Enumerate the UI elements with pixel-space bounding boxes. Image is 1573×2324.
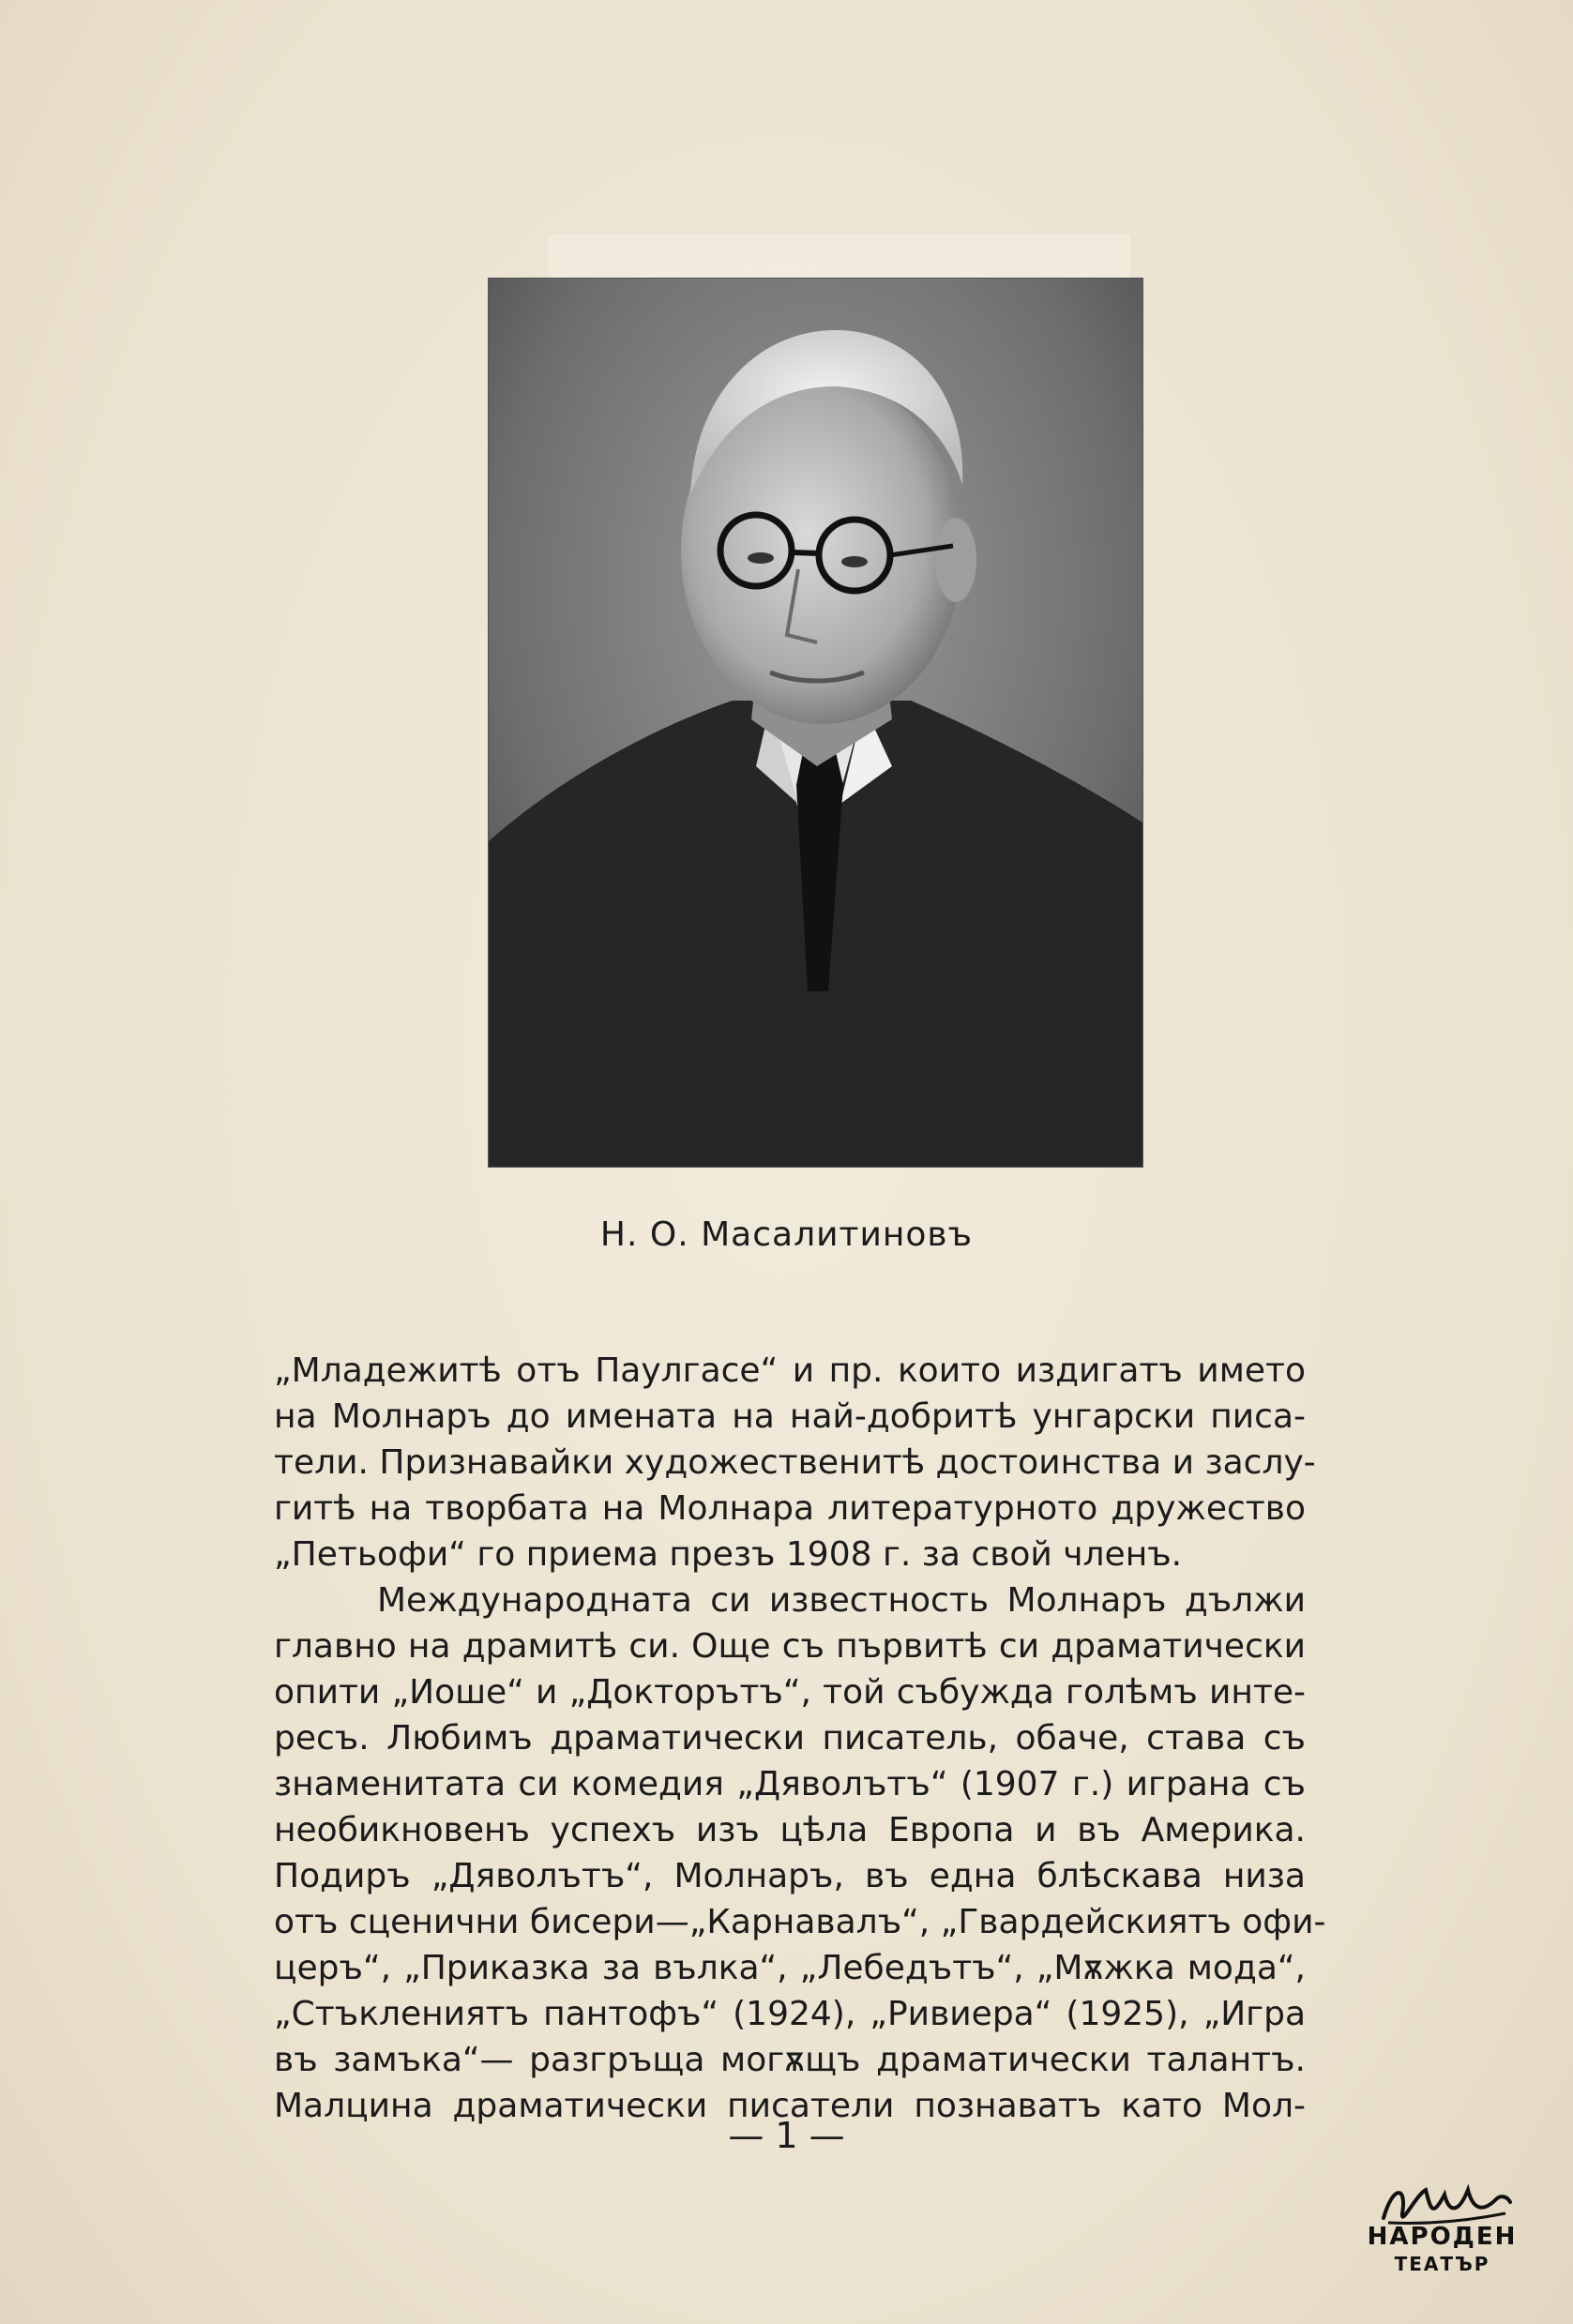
text-line: на Молнаръ до имената на най-добритѣ унгарски писа- bbox=[274, 1397, 1306, 1436]
logo-line-2: ТЕАТЪР bbox=[1394, 2253, 1490, 2275]
text-line: „Петьофи“ го приема презъ 1908 г. за свой членъ. bbox=[274, 1535, 1183, 1574]
portrait-photo bbox=[489, 279, 1142, 1167]
text-line: церъ“, „Приказка за вълка“, „Лебедътъ“, „Мѫжка мода“, bbox=[274, 1949, 1306, 1987]
page-number: — 1 — bbox=[728, 2115, 845, 2156]
text-line: Международната си известность Молнаръ дължи bbox=[377, 1581, 1306, 1620]
text-line: тели. Признавайки художественитѣ достоинства и заслу- bbox=[274, 1443, 1316, 1482]
text-line: опити „Иоше“ и „Докторътъ“, той събужда голѣмъ инте- bbox=[274, 1673, 1306, 1712]
logo-line-1: НАРОДЕН bbox=[1367, 2223, 1518, 2251]
text-line: гитѣ на творбата на Молнара литературното дружество bbox=[274, 1489, 1306, 1528]
text-line: Подиръ „Дяволътъ“, Молнаръ, въ една блѣскава низа bbox=[274, 1857, 1306, 1895]
text-line: въ замъка“— разгръща могѫщъ драматически талантъ. bbox=[274, 2041, 1306, 2079]
text-line: Малцина драматически писатели познаватъ като Мол- bbox=[274, 2087, 1306, 2125]
text-line: „Стъклениятъ пантофъ“ (1924), „Ривиера“ (1925), „Игра bbox=[274, 1995, 1306, 2033]
text-line: отъ сценични бисери—„Карнавалъ“, „Гвардейскиятъ офи- bbox=[274, 1903, 1326, 1941]
body-text bbox=[274, 1348, 1326, 2129]
photo-caption: Н. О. Масалитиновъ bbox=[599, 1215, 974, 1254]
theatre-logo bbox=[1365, 2176, 1520, 2288]
text-line: „Младежитѣ отъ Паулгасе“ и пр. които издигатъ името bbox=[274, 1351, 1306, 1390]
text-line: главно на драмитѣ си. Още съ първитѣ си драматически bbox=[274, 1627, 1306, 1666]
text-line: необикновенъ успехъ изъ цѣла Европа и въ Америка. bbox=[274, 1811, 1306, 1849]
text-line: знаменитата си комедия „Дяволътъ“ (1907 г.) играна съ bbox=[274, 1765, 1306, 1803]
text-line: ресъ. Любимъ драматически писатель, обаче, става съ bbox=[274, 1719, 1306, 1758]
